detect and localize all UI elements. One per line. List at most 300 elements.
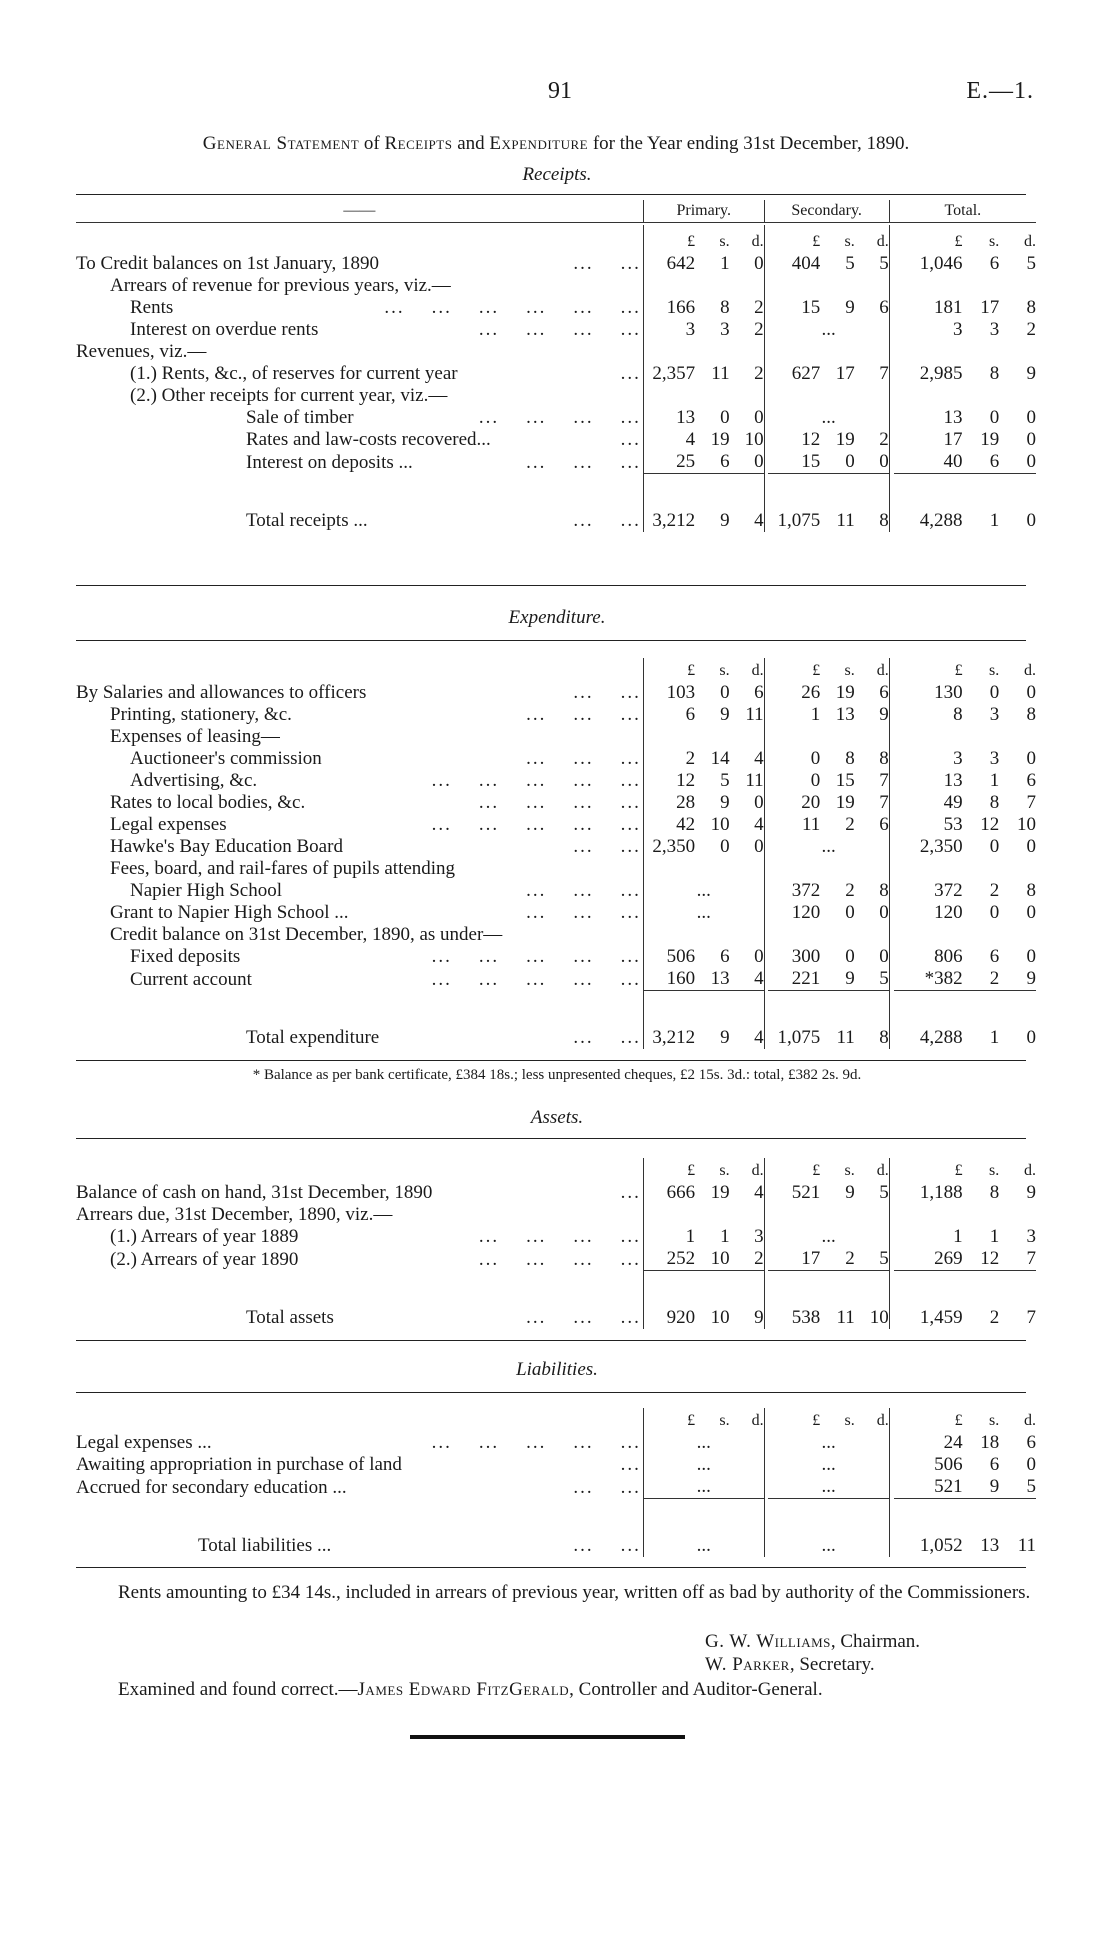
- row-label-text: Fixed deposits: [130, 946, 241, 967]
- expenditure-heading: Expenditure.: [508, 607, 606, 628]
- amount-pence: 0: [1026, 1027, 1036, 1048]
- amount-blank: [768, 275, 889, 297]
- amount-shillings: 9: [845, 968, 855, 989]
- amount-blank: [768, 341, 889, 363]
- bank-balance-footnote: * Balance as per bank certificate, £384 18s.; less unpresented cheques, £2 15s. 3d.: total, £382 2s. 9d.: [252, 1067, 862, 1083]
- amount-shillings: 6: [720, 946, 730, 967]
- title-part: Expenditure: [489, 133, 589, 154]
- amount-pounds: 49: [943, 792, 963, 813]
- amount-blank: [768, 858, 889, 880]
- amount-shillings: 5: [720, 770, 730, 791]
- unit-pound: £: [954, 233, 963, 250]
- amount-shillings: 19: [835, 792, 855, 813]
- amount-shillings: 0: [720, 682, 730, 703]
- amount-pounds: 6: [643, 704, 695, 726]
- amount-pence: 0: [879, 451, 889, 472]
- amount-shillings: 11: [836, 1027, 855, 1048]
- row-label-text: Revenues, viz.—: [76, 341, 207, 362]
- amount-pence: 2: [879, 429, 889, 450]
- amount-pence: 0: [1026, 682, 1036, 703]
- amount-shillings: 19: [710, 429, 730, 450]
- amount-shillings: 9: [845, 297, 855, 318]
- ledger-row: [76, 253, 1036, 275]
- unit-shilling: s.: [719, 233, 730, 250]
- row-label-text: Rates and law-costs recovered...: [246, 429, 491, 450]
- row-label: [76, 968, 643, 991]
- amount-pence: 4: [754, 748, 764, 769]
- amount-shillings: 0: [989, 407, 1000, 428]
- ledger-row: [76, 968, 1036, 991]
- leader-dots: ... ... ... ...: [478, 319, 641, 340]
- ledger-row: [76, 451, 1036, 474]
- amount-shillings: 1: [989, 770, 1000, 791]
- amount-pounds: 2,350: [643, 836, 695, 858]
- row-label: [76, 704, 643, 726]
- ledger-row: [76, 946, 1036, 968]
- amount-pounds: 1,046: [919, 253, 963, 274]
- amount-shillings: 10: [710, 814, 730, 835]
- ledger-row: [76, 297, 1036, 319]
- leader-dots: ... ... ... ... ...: [431, 968, 641, 990]
- amount-pounds: 17: [943, 429, 963, 450]
- amount-pence: 8: [879, 880, 889, 901]
- amount-pence: 4: [754, 814, 764, 835]
- amount-shillings: 0: [989, 682, 1000, 703]
- amount-pounds: 15: [801, 297, 821, 318]
- amount-shillings: 1: [989, 1226, 1000, 1247]
- leader-dots: ... ...: [573, 836, 641, 857]
- units-row: [76, 225, 1036, 253]
- row-label-text: Grant to Napier High School ...: [110, 902, 349, 923]
- row-label-text: Auctioneer's commission: [130, 748, 322, 769]
- unit-pence: d.: [876, 1162, 889, 1179]
- amount-shillings: 9: [720, 792, 730, 813]
- unit-pence: d.: [751, 1162, 764, 1179]
- total-row: [76, 496, 1036, 532]
- amount-shillings: 8: [989, 1182, 1000, 1203]
- leader-dots: ... ... ...: [526, 880, 641, 901]
- amount-blank: ...: [643, 1432, 764, 1454]
- amount-blank: [643, 341, 764, 363]
- row-label: [76, 385, 643, 407]
- ledger-row: [76, 1182, 1036, 1204]
- ledger-row: [76, 341, 1036, 363]
- row-label: [76, 297, 643, 319]
- amount-pence: 9: [879, 704, 889, 725]
- unit-pound: £: [643, 225, 695, 253]
- amount-shillings: 8: [989, 363, 1000, 384]
- amount-pounds: 13: [943, 770, 963, 791]
- title-part: Receipts: [384, 133, 453, 154]
- amount-pounds: 538: [791, 1307, 821, 1328]
- leader-dots: ... ...: [573, 1476, 641, 1498]
- amount-pounds: 221: [791, 968, 821, 989]
- ledger-row: [76, 880, 1036, 902]
- amount-pounds: 1,075: [777, 510, 821, 531]
- row-label: [76, 1521, 643, 1557]
- auditor-name: James Edward FitzGerald: [357, 1679, 570, 1700]
- title-part: of: [359, 133, 385, 154]
- total-row: [76, 1293, 1036, 1329]
- ledger-row: [76, 1454, 1036, 1476]
- amount-pence: 11: [745, 770, 764, 791]
- amount-pounds: 120: [791, 902, 821, 923]
- amount-shillings: 2: [989, 880, 1000, 901]
- unit-pound: £: [643, 1408, 695, 1432]
- amount-blank: ...: [821, 1454, 836, 1475]
- row-label-text: Total expenditure: [246, 1027, 380, 1048]
- row-label: [76, 792, 643, 814]
- row-label: [76, 748, 643, 770]
- amount-shillings: 11: [836, 1307, 855, 1328]
- row-label-text: By Salaries and allowances to officers: [76, 682, 367, 703]
- rule: [76, 1138, 1026, 1139]
- unit-pound: £: [954, 1162, 963, 1179]
- leader-dots: ... ... ... ... ...: [431, 946, 641, 967]
- amount-blank: ...: [821, 1432, 836, 1453]
- amount-pounds: 4: [643, 429, 695, 451]
- row-label: [76, 726, 643, 748]
- amount-pounds: 1,075: [777, 1027, 821, 1048]
- amount-blank: ...: [821, 836, 836, 857]
- row-label: [76, 1248, 643, 1271]
- unit-pound: £: [643, 658, 695, 682]
- row-label: [76, 363, 643, 385]
- amount-pence: 8: [879, 1027, 889, 1048]
- row-label: [76, 902, 643, 924]
- amount-pence: 10: [744, 429, 764, 450]
- amount-pounds: 181: [934, 297, 963, 318]
- leader-dots: ... ... ...: [526, 704, 641, 725]
- amount-blank: [643, 924, 764, 946]
- row-label-text: (2.) Arrears of year 1890: [110, 1248, 299, 1270]
- row-label-text: Current account: [130, 968, 252, 990]
- leader-dots: ... ... ... ... ...: [431, 814, 641, 835]
- unit-pound: £: [954, 662, 963, 679]
- row-label-text: Credit balance on 31st December, 1890, as under—: [110, 924, 503, 945]
- unit-shilling: s.: [844, 1412, 855, 1429]
- unit-pence: d.: [1024, 1412, 1036, 1429]
- amount-pence: 0: [754, 407, 764, 428]
- amount-shillings: 3: [989, 704, 1000, 725]
- amount-shillings: 19: [835, 429, 855, 450]
- row-label: [76, 1432, 643, 1454]
- amount-pence: 4: [754, 1182, 764, 1203]
- liabilities-heading: Liabilities.: [516, 1359, 598, 1380]
- amount-shillings: 14: [710, 748, 730, 769]
- amount-blank: [894, 726, 1036, 748]
- rule: [76, 1060, 1026, 1061]
- amount-pence: 2: [754, 1248, 764, 1269]
- liabilities-table: [76, 1408, 1036, 1557]
- amount-shillings: 0: [720, 836, 730, 857]
- amount-pence: 0: [754, 792, 764, 813]
- leader-dots: ... ... ... ...: [478, 407, 641, 428]
- amount-shillings: 5: [845, 253, 855, 274]
- amount-blank: [894, 341, 1036, 363]
- amount-pounds: 2,357: [643, 363, 695, 385]
- amount-pounds: 1: [953, 1226, 963, 1247]
- amount-pence: 0: [1026, 748, 1036, 769]
- amount-shillings: 2: [845, 814, 855, 835]
- amount-blank: ...: [643, 902, 764, 924]
- amount-pence: 0: [754, 253, 764, 274]
- amount-pence: 7: [1026, 792, 1036, 813]
- row-label: [76, 946, 643, 968]
- amount-shillings: 2: [989, 968, 1000, 989]
- amount-blank: [894, 385, 1036, 407]
- amount-blank: [894, 275, 1036, 297]
- amount-shillings: 3: [720, 319, 730, 340]
- amount-shillings: 12: [980, 1248, 1000, 1269]
- amount-shillings: 0: [845, 451, 855, 472]
- assets-table: [76, 1158, 1036, 1329]
- leader-dots: ...: [620, 363, 641, 384]
- amount-pounds: *382: [924, 968, 963, 989]
- amount-shillings: 6: [989, 1454, 1000, 1475]
- ledger-row: [76, 924, 1036, 946]
- amount-pence: 11: [1017, 1535, 1036, 1556]
- amount-shillings: 18: [980, 1432, 1000, 1453]
- amount-pounds: 300: [791, 946, 821, 967]
- row-label-text: Accrued for secondary education ...: [76, 1476, 347, 1498]
- row-label-text: Rents: [130, 297, 174, 318]
- amount-pounds: 2,985: [919, 363, 963, 384]
- amount-pence: 8: [879, 510, 889, 531]
- row-label-text: Legal expenses ...: [76, 1432, 212, 1453]
- leader-dots: ... ...: [573, 1535, 641, 1556]
- amount-pounds: 40: [943, 451, 963, 472]
- row-label: [76, 451, 643, 474]
- auditor-title: , Controller and Auditor-General.: [569, 1679, 823, 1700]
- chairman-signature: [705, 1631, 920, 1653]
- amount-pounds: 24: [943, 1432, 963, 1453]
- leader-dots: ... ... ... ... ...: [431, 770, 641, 791]
- rule: [76, 585, 1026, 586]
- row-label-text: (1.) Rents, &c., of reserves for current year: [130, 363, 458, 384]
- row-label: [76, 880, 643, 902]
- unit-pence: d.: [1024, 1162, 1036, 1179]
- amount-pence: 0: [1026, 407, 1036, 428]
- amount-pence: 3: [754, 1226, 764, 1247]
- amount-shillings: 19: [980, 429, 1000, 450]
- ledger-row: [76, 748, 1036, 770]
- row-label-text: Arrears of revenue for previous years, viz.—: [110, 275, 451, 296]
- chairman-role: , Chairman.: [830, 1631, 921, 1652]
- amount-pence: 10: [869, 1307, 889, 1328]
- amount-shillings: 9: [720, 510, 730, 531]
- amount-shillings: 6: [720, 451, 730, 472]
- secretary-role: , Secretary.: [789, 1654, 875, 1675]
- amount-pounds: 12: [643, 770, 695, 792]
- unit-pence: d.: [876, 662, 889, 679]
- amount-shillings: 17: [835, 363, 855, 384]
- amount-pounds: 11: [801, 814, 821, 835]
- amount-pence: 9: [1026, 363, 1036, 384]
- row-label: [76, 682, 643, 704]
- row-label: [76, 1226, 643, 1248]
- row-label: [76, 924, 643, 946]
- leader-dots: ... ... ... ...: [478, 1226, 641, 1247]
- unit-pound: £: [812, 1162, 821, 1179]
- ledger-row: [76, 275, 1036, 297]
- amount-pounds: 920: [643, 1293, 695, 1329]
- ledger-row: [76, 319, 1036, 341]
- amount-shillings: 8: [989, 792, 1000, 813]
- row-label-text: (2.) Other receipts for current year, viz.—: [130, 385, 448, 406]
- amount-pence: 0: [1026, 836, 1036, 857]
- amount-pence: 7: [879, 770, 889, 791]
- receipts-table: [76, 200, 1036, 532]
- total-row: [76, 1521, 1036, 1557]
- row-label: [76, 1293, 643, 1329]
- amount-pounds: 2: [643, 748, 695, 770]
- unit-pence: d.: [876, 233, 889, 250]
- leader-dots: ... ... ...: [526, 451, 641, 473]
- ledger-row: [76, 1226, 1036, 1248]
- amount-shillings: 0: [989, 836, 1000, 857]
- row-label: [76, 814, 643, 836]
- amount-pence: 8: [879, 748, 889, 769]
- row-label: [76, 1204, 643, 1226]
- statement-title: [76, 133, 1036, 155]
- certification-prefix: Examined and found correct.—: [118, 1679, 358, 1700]
- ledger-row: [76, 836, 1036, 858]
- amount-shillings: 15: [835, 770, 855, 791]
- unit-shilling: s.: [988, 233, 1000, 250]
- amount-pence: 6: [879, 297, 889, 318]
- amount-shillings: 3: [989, 748, 1000, 769]
- amount-pounds: 130: [934, 682, 963, 703]
- amount-pence: 0: [1026, 510, 1036, 531]
- amount-pounds: 0: [810, 748, 821, 769]
- unit-pence: d.: [751, 1412, 764, 1429]
- total-row: [76, 1013, 1036, 1049]
- amount-shillings: 8: [720, 297, 730, 318]
- amount-shillings: 11: [711, 363, 730, 384]
- amount-blank: ...: [643, 880, 764, 902]
- amount-shillings: 12: [980, 814, 1000, 835]
- amount-pence: 2: [754, 319, 764, 340]
- unit-shilling: s.: [719, 1162, 730, 1179]
- row-label-text: Interest on deposits ...: [246, 451, 413, 473]
- amount-shillings: 9: [989, 1476, 1000, 1497]
- amount-blank: [894, 858, 1036, 880]
- ledger-row: [76, 363, 1036, 385]
- amount-pence: 4: [754, 510, 764, 531]
- unit-pence: d.: [1024, 233, 1036, 250]
- amount-pounds: 3: [643, 319, 695, 341]
- row-label-text: Awaiting appropriation in purchase of land: [76, 1454, 402, 1475]
- unit-pound: £: [812, 662, 821, 679]
- row-label: [76, 1476, 643, 1499]
- expenditure-table: [76, 658, 1036, 1049]
- row-label: [76, 429, 643, 451]
- ledger-row: [76, 682, 1036, 704]
- amount-blank: ...: [643, 1454, 764, 1476]
- amount-blank: ...: [643, 1476, 764, 1499]
- ledger-row: [76, 1476, 1036, 1499]
- unit-shilling: s.: [844, 662, 855, 679]
- leader-dots: ...: [620, 429, 641, 450]
- unit-pound: £: [812, 233, 821, 250]
- ledger-row: [76, 1204, 1036, 1226]
- amount-pounds: 506: [934, 1454, 963, 1475]
- amount-pounds: 506: [643, 946, 695, 968]
- amount-pence: 2: [754, 297, 764, 318]
- chairman-name: G. W. Williams: [705, 1631, 831, 1652]
- leader-dots: ... ...: [573, 510, 641, 531]
- column-header-secondary: Secondary.: [764, 200, 889, 223]
- auditor-certification: [118, 1679, 823, 1701]
- leader-dots: ... ... ... ...: [478, 1248, 641, 1270]
- row-label-text: Hawke's Bay Education Board: [110, 836, 343, 857]
- amount-shillings: 9: [720, 1027, 730, 1048]
- amount-pence: 7: [1026, 1248, 1036, 1269]
- amount-pounds: 521: [791, 1182, 821, 1203]
- amount-pence: 2: [754, 363, 764, 384]
- title-part: for the Year ending 31st December, 1890.: [588, 133, 910, 154]
- amount-pence: 6: [879, 814, 889, 835]
- amount-blank: ...: [821, 1535, 836, 1556]
- ledger-row: [76, 407, 1036, 429]
- amount-pence: 9: [1026, 968, 1036, 989]
- unit-shilling: s.: [844, 233, 855, 250]
- amount-shillings: 0: [720, 407, 730, 428]
- amount-blank: [643, 1204, 764, 1226]
- row-label-text: Expenses of leasing—: [110, 726, 280, 747]
- row-label-text: Advertising, &c.: [130, 770, 258, 791]
- amount-pounds: 521: [934, 1476, 963, 1497]
- amount-pence: 0: [1026, 429, 1036, 450]
- row-label-text: Interest on overdue rents: [130, 319, 319, 340]
- unit-pence: d.: [1024, 662, 1036, 679]
- row-label-text: To Credit balances on 1st January, 1890: [76, 253, 379, 274]
- unit-pound: £: [643, 1158, 695, 1182]
- amount-pence: 5: [879, 968, 889, 989]
- amount-pounds: 12: [801, 429, 821, 450]
- title-part: and: [452, 133, 490, 154]
- amount-shillings: 13: [980, 1535, 1000, 1556]
- row-label: [76, 341, 643, 363]
- column-header-total: Total.: [889, 200, 1036, 223]
- amount-pence: 5: [879, 1248, 889, 1269]
- row-label-text: Total receipts ...: [246, 510, 368, 531]
- amount-shillings: 2: [989, 1307, 1000, 1328]
- amount-pence: 5: [879, 253, 889, 274]
- amount-pence: 0: [1026, 1454, 1036, 1475]
- amount-blank: ...: [821, 319, 836, 340]
- amount-pence: 5: [1026, 1476, 1036, 1497]
- leader-dots: ... ...: [573, 253, 641, 274]
- amount-pence: 0: [754, 836, 764, 857]
- amount-pence: 6: [1026, 770, 1036, 791]
- amount-pounds: 17: [801, 1248, 821, 1269]
- amount-pence: 8: [1026, 880, 1036, 901]
- amount-pence: 0: [754, 451, 764, 472]
- ledger-row: [76, 1432, 1036, 1454]
- leader-dots: ...: [620, 1454, 641, 1475]
- amount-pounds: 26: [801, 682, 821, 703]
- amount-shillings: 13: [835, 704, 855, 725]
- amount-pounds: 3,212: [643, 1013, 695, 1049]
- ledger-row: [76, 792, 1036, 814]
- ledger-row: [76, 429, 1036, 451]
- amount-pounds: 4,288: [919, 510, 963, 531]
- unit-shilling: s.: [989, 1162, 1000, 1179]
- amount-pounds: 1,188: [919, 1182, 963, 1203]
- unit-shilling: s.: [719, 1412, 730, 1429]
